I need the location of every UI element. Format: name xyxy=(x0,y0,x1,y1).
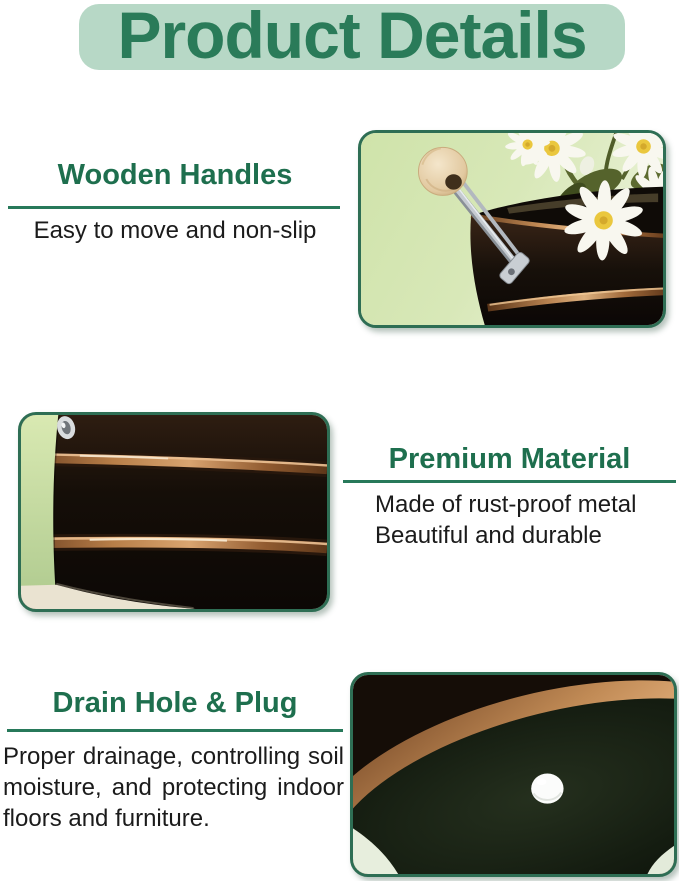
wooden-handles-description: Easy to move and non-slip xyxy=(33,217,317,244)
wooden-knob xyxy=(418,147,467,195)
wooden-handles-divider xyxy=(8,206,340,209)
bucket-closeup-photo xyxy=(18,412,330,612)
premium-material-line-2: Beautiful and durable xyxy=(375,522,602,549)
premium-material-line-1: Made of rust-proof metal xyxy=(375,491,637,518)
bucket-body xyxy=(21,415,327,609)
page-title: Product Details xyxy=(117,0,587,72)
bucket-closeup-illustration xyxy=(21,415,327,609)
drain-hole-description: Proper drainage, controlling soil moisture, and protecting indoor floors and furniture. xyxy=(3,743,344,832)
premium-material-description xyxy=(375,489,677,551)
drain-plug xyxy=(531,774,563,804)
drain-hole-divider xyxy=(7,729,343,732)
wooden-handles-heading: Wooden Handles xyxy=(57,159,293,191)
wooden-handle-photo xyxy=(358,130,666,328)
wooden-handle-photo-illustration xyxy=(361,133,663,325)
drain-plug-illustration xyxy=(353,675,674,874)
copper-ridge-bottom xyxy=(21,538,327,548)
title-banner xyxy=(79,0,625,72)
photo2-background-sliver xyxy=(21,415,58,587)
premium-material-heading: Premium Material xyxy=(388,443,631,475)
drain-plug-photo xyxy=(350,672,677,877)
premium-material-divider xyxy=(343,480,676,483)
drain-hole-heading: Drain Hole & Plug xyxy=(52,687,298,719)
